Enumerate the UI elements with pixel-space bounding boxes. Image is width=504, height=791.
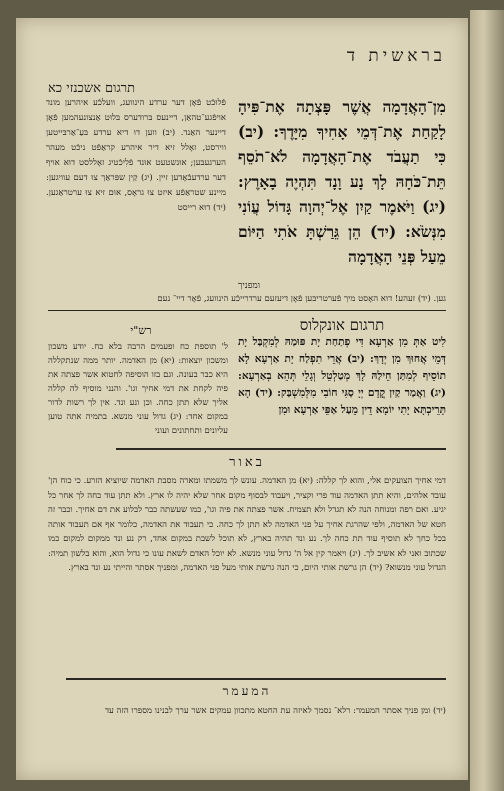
onkelos-title: תרגום אונקלוס [299, 316, 385, 334]
book-page-edge [470, 10, 504, 791]
catchword: ומפניך [238, 281, 261, 291]
section-divider [48, 310, 446, 311]
onkelos-text: לִיט אַתְּ מִן אַרְעָא דִּי פְתַחַת יָת פּוּמַהּ לְמִקְבַּל יָת דְּמֵי אֲחוּךְ מִן יְדָךְ: (יב) אֲרֵי תִפְלַח יָת אַרְעָא לָא תוֹסֵיף לְמִתַּן חֵילַהּ לָךְ מְטַלְטֵל וְגָלֵי תְּהֵא בְאַרְעָא: (יג) וַאֲמַר קַיִן קֳדָם יְיָ סַגִּי חוֹבִי מִלְּמִשְׁבַּק: (יד) הָא תָּרֵיכְתָּא יָתִי יוֹמָא דֵין מֵעַל אַפֵּי אַרְעָא וּמִן [238, 336, 446, 416]
biur-title: באור [229, 455, 265, 470]
yiddish-translation-column: פֿלוּכֿט פֿאָן דער ערדע הינוועג, וועלכֿע איהרען מונד אױפֿגע־טהאַן, דיינעס בּרודערס בּלוּט אַנצונעהמען פֿאָן דיינער האַנד. (יב) ווען דוּ דיא ערדע בּעַ־אַרבּייטען ווירסט, זאָלל זיא דיר איהרע קראַפֿט ניכֿט מעהר הערגעבּען; אוּנשטעט אוּנד פֿלִיכֿטיג זאָללסט דוּא אױף דער ערדעבֿאָדען זיין. (יג) קַין שפּראַך צוּ דעם עוויגען: מיינע שטראַפֿע איזט צוּ גראָס, אוּם זיא צוּ ערטראַגען. (יד) דוּא רייסט [46, 98, 226, 213]
biur-text: דמי אחיך הצועקים אלי, והוא לך קללה: (יא) מן האדמה. עונש לך משמתו ומארה מסבת האדמה שיוציא הזרע. כי כוח הן' עובד אלהים, והיא תתן האדמה עוד פרי וקציר, ויעבוד לבסוף מקום אחר שלא יהיה לו ארץ. ולא תתן עוד כחה לך אחר כל יגיע. ואם רפה ומנוחה הנה לא תגדל ולא תצמיח. אשר פצתה את פיה וגו', כמו שעשתה כבר לבלוע את דם אחיך. וכבר זה חטא של האדמה, ולפי שהרגת אחיך על פני האדמה לא תתן לך כחה. כי תעבוד את האדמה, כלומר אף אם תעבוד אותה בכל כחך לא תוסיף עוד תת כחה לך. נע ונד תהיה בארץ, לא תוכל לשבת במקום אחד, רק נע ונד ממקום למקום כמו שכתוב ואני לא אשיב לך. (יג) ויאמר קין אל ה' גדול עוני מנשא. לא יוכל האדם לשאת עונו כי גדול הוא, והוא בלשון תמיה: הגדול עוני מנשוא? (יד) הן גרשת אותי היום, כי הנה גרשת אותי מעל פני האדמה, ומפניך אסתר והייתי נע ונד בארץ. [48, 476, 446, 573]
measef-title: המעמר [222, 684, 272, 698]
book-page [16, 18, 468, 780]
page-header-translation-title: תרגום אשכנזי כא [48, 81, 136, 96]
rashi-text: ל' תוספת כח ופעמים הרבה בלא כח. יודע משכון ומשכון יוצאות: (יא) מן האדמה. יותר ממה שנתקללה היא כבר בעונה. וגם בזו הוסיפה לחטוא אשר פצתה את פיה לקחת את דמי אחיך וגו'. והנני מוסיף לה קללה אליך שלא תתן כחה. וכן ונע ונד. אין לך רשות לדור במקום אחד: (יג) גדול עוני מנשא. בתמיה אתה טוען עליונים ותחתונים ועוני [48, 342, 228, 436]
section-divider [116, 448, 446, 450]
main-bible-text: מִן־הָאֲדָמָה אֲשֶׁר פָּצְתָה אֶת־פִּיהָ לָקַחַת אֶת־דְּמֵי אָחִיךָ מִיָּדֶךָ: (יב) כִּי תַעֲבֹד אֶת־הָאֲדָמָה לֹא־תֹסֵף תֵּת־כֹּחָהּ לָךְ נָע וָנָד תִּהְיֶה בָאָרֶץ: (יג) וַיֹּאמֶר קַיִן אֶל־יְהוָה גָּדוֹל עֲוֹנִי מִנְּשֹׂא: (יד) הֵן גֵּרַשְׁתָּ אֹתִי הַיּוֹם מֵעַל פְּנֵי הָאֲדָמָה [238, 97, 446, 266]
section-divider [66, 678, 446, 680]
page-header-title: בראשית ד [346, 46, 446, 66]
yiddish-translation-continuation: גען. (יד) זעהע! דוּא האָסט מיך פֿערטריבּען פֿאָן דיעזעם ערדרייכֿע הינוועג, פֿאָר דיי־ נעם [157, 294, 446, 304]
rashi-title: רש"י [130, 324, 152, 337]
measef-text: (יד) ומן פניך אסתר המעמר: רלא־ נסמך לאיזה עת החטא מתכוון עמקים אשר ערך לבנינו מספרו הזה עד [104, 706, 446, 716]
